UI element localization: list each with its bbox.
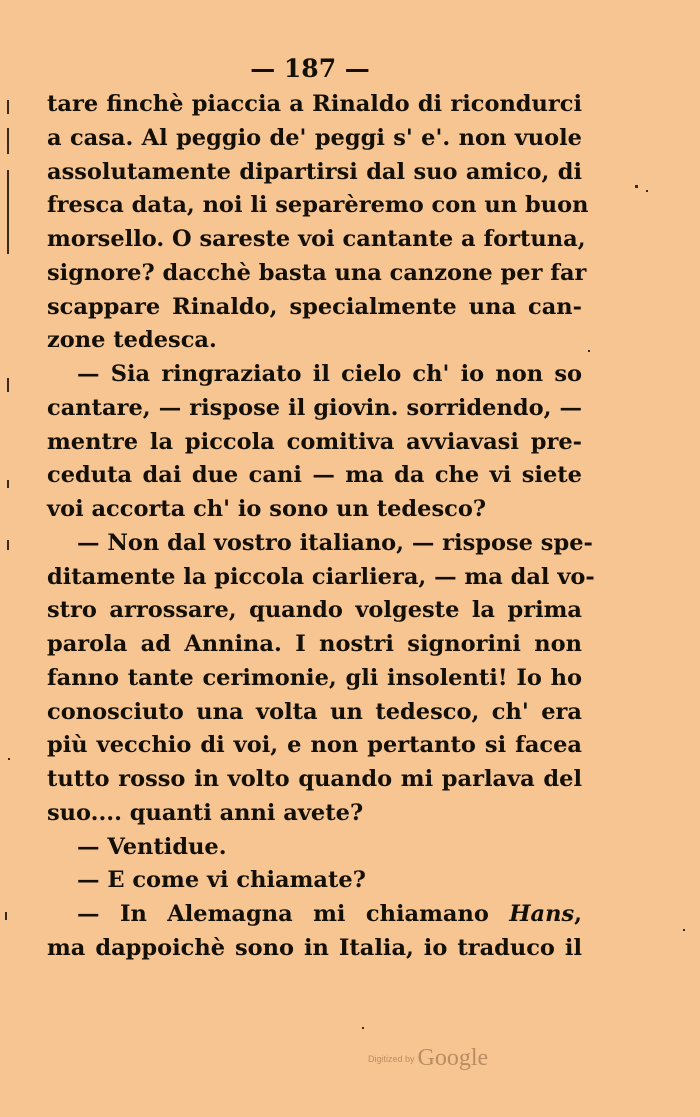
text-line bbox=[47, 527, 593, 561]
text-line bbox=[47, 426, 582, 460]
text-line bbox=[47, 797, 582, 831]
text-line bbox=[47, 696, 582, 730]
scan-mark bbox=[7, 378, 9, 392]
text-line-content: assolutamente dipartirsi dal suo amico, di bbox=[47, 158, 582, 185]
text-line bbox=[47, 561, 595, 595]
text-line-content: — In Alemagna mi chiamano bbox=[77, 901, 510, 927]
text-line-content: fresca data, noi li separèremo con un buon bbox=[47, 192, 589, 219]
text-line bbox=[47, 898, 582, 932]
text-line bbox=[47, 324, 582, 358]
scan-mark bbox=[5, 912, 7, 920]
page-number: — 187 — bbox=[250, 54, 370, 83]
text-line bbox=[47, 493, 582, 527]
text-line bbox=[47, 662, 582, 696]
text-line-content: — Sia ringraziato il cielo ch' io non so bbox=[77, 361, 582, 387]
scan-mark bbox=[7, 480, 9, 488]
text-line bbox=[47, 628, 582, 662]
text-line-content: conosciuto una volta un tedesco, ch' era bbox=[47, 698, 582, 725]
text-line-content: più vecchio di voi, e non pertanto si facea bbox=[47, 732, 582, 759]
text-line-content: — Ventidue. bbox=[77, 833, 227, 860]
text-line bbox=[47, 594, 582, 628]
text-line bbox=[47, 763, 582, 797]
text-line-content: suo.... quanti anni avete? bbox=[47, 799, 364, 826]
text-line bbox=[47, 291, 582, 325]
scan-speck bbox=[646, 190, 648, 192]
text-line-content: morsello. O sareste voi cantante a fortuna, bbox=[47, 226, 586, 252]
scan-mark bbox=[7, 128, 9, 154]
scan-speck bbox=[635, 185, 638, 188]
text-line bbox=[47, 459, 582, 493]
text-line bbox=[47, 156, 582, 190]
scan-speck bbox=[683, 929, 685, 931]
text-line-content: voi accorta ch' io sono un tedesco? bbox=[47, 496, 487, 522]
text-line-content: mentre la piccola comitiva avviavasi pre- bbox=[47, 428, 582, 455]
text-line-content: cantare, — rispose il giovin. sorridendo, — bbox=[47, 394, 582, 421]
text-line bbox=[47, 257, 587, 291]
scan-mark bbox=[7, 100, 9, 114]
text-line bbox=[47, 358, 582, 392]
text-line bbox=[47, 932, 582, 966]
text-line-content: a casa. Al peggio de' peggi s' e'. non vuole bbox=[47, 124, 582, 151]
text-line bbox=[47, 223, 586, 257]
text-line bbox=[47, 189, 589, 223]
digitized-watermark bbox=[368, 1045, 488, 1072]
text-line-content: scappare Rinaldo, specialmente una can- bbox=[47, 293, 582, 320]
italic-word: Hans bbox=[509, 901, 575, 927]
text-line bbox=[47, 392, 582, 426]
text-line-content: tutto rosso in volto quando mi parlava del bbox=[47, 766, 582, 792]
scan-speck bbox=[588, 350, 590, 352]
text-line bbox=[47, 729, 582, 763]
text-line-content: tare finchè piaccia a Rinaldo di ricondurci bbox=[47, 91, 582, 117]
scan-speck bbox=[8, 758, 10, 760]
text-line-content: ma dappoichè sono in Italia, io traduco il bbox=[47, 934, 582, 961]
scan-mark bbox=[7, 540, 9, 550]
text-line bbox=[47, 864, 582, 898]
text-line-punctuation: , bbox=[574, 901, 582, 927]
watermark-prefix: Digitized by bbox=[368, 1054, 415, 1065]
text-line bbox=[47, 88, 582, 122]
text-line bbox=[47, 831, 582, 865]
text-line-content: fanno tante cerimonie, gli insolenti! Io ho bbox=[47, 664, 582, 691]
scan-speck bbox=[362, 1027, 364, 1029]
text-line-content: signore? dacchè basta una canzone per far bbox=[47, 259, 587, 286]
text-line-content: parola ad Annina. I nostri signorini non bbox=[47, 631, 582, 657]
text-line-content: — Non dal vostro italiano, — rispose spe- bbox=[77, 529, 593, 556]
text-line bbox=[47, 122, 582, 156]
scan-mark bbox=[7, 170, 9, 254]
text-line-content: stro arrossare, quando volgeste la prima bbox=[47, 597, 582, 624]
text-line-content: ditamente la piccola ciarliera, — ma dal vo- bbox=[47, 563, 595, 590]
watermark-brand: Google bbox=[417, 1045, 489, 1071]
text-line-content: zone tedesca. bbox=[47, 327, 217, 354]
body-text bbox=[47, 88, 595, 966]
text-line-content: — E come vi chiamate? bbox=[77, 867, 366, 894]
text-line-content: ceduta dai due cani — ma da che vi siete bbox=[47, 462, 582, 489]
